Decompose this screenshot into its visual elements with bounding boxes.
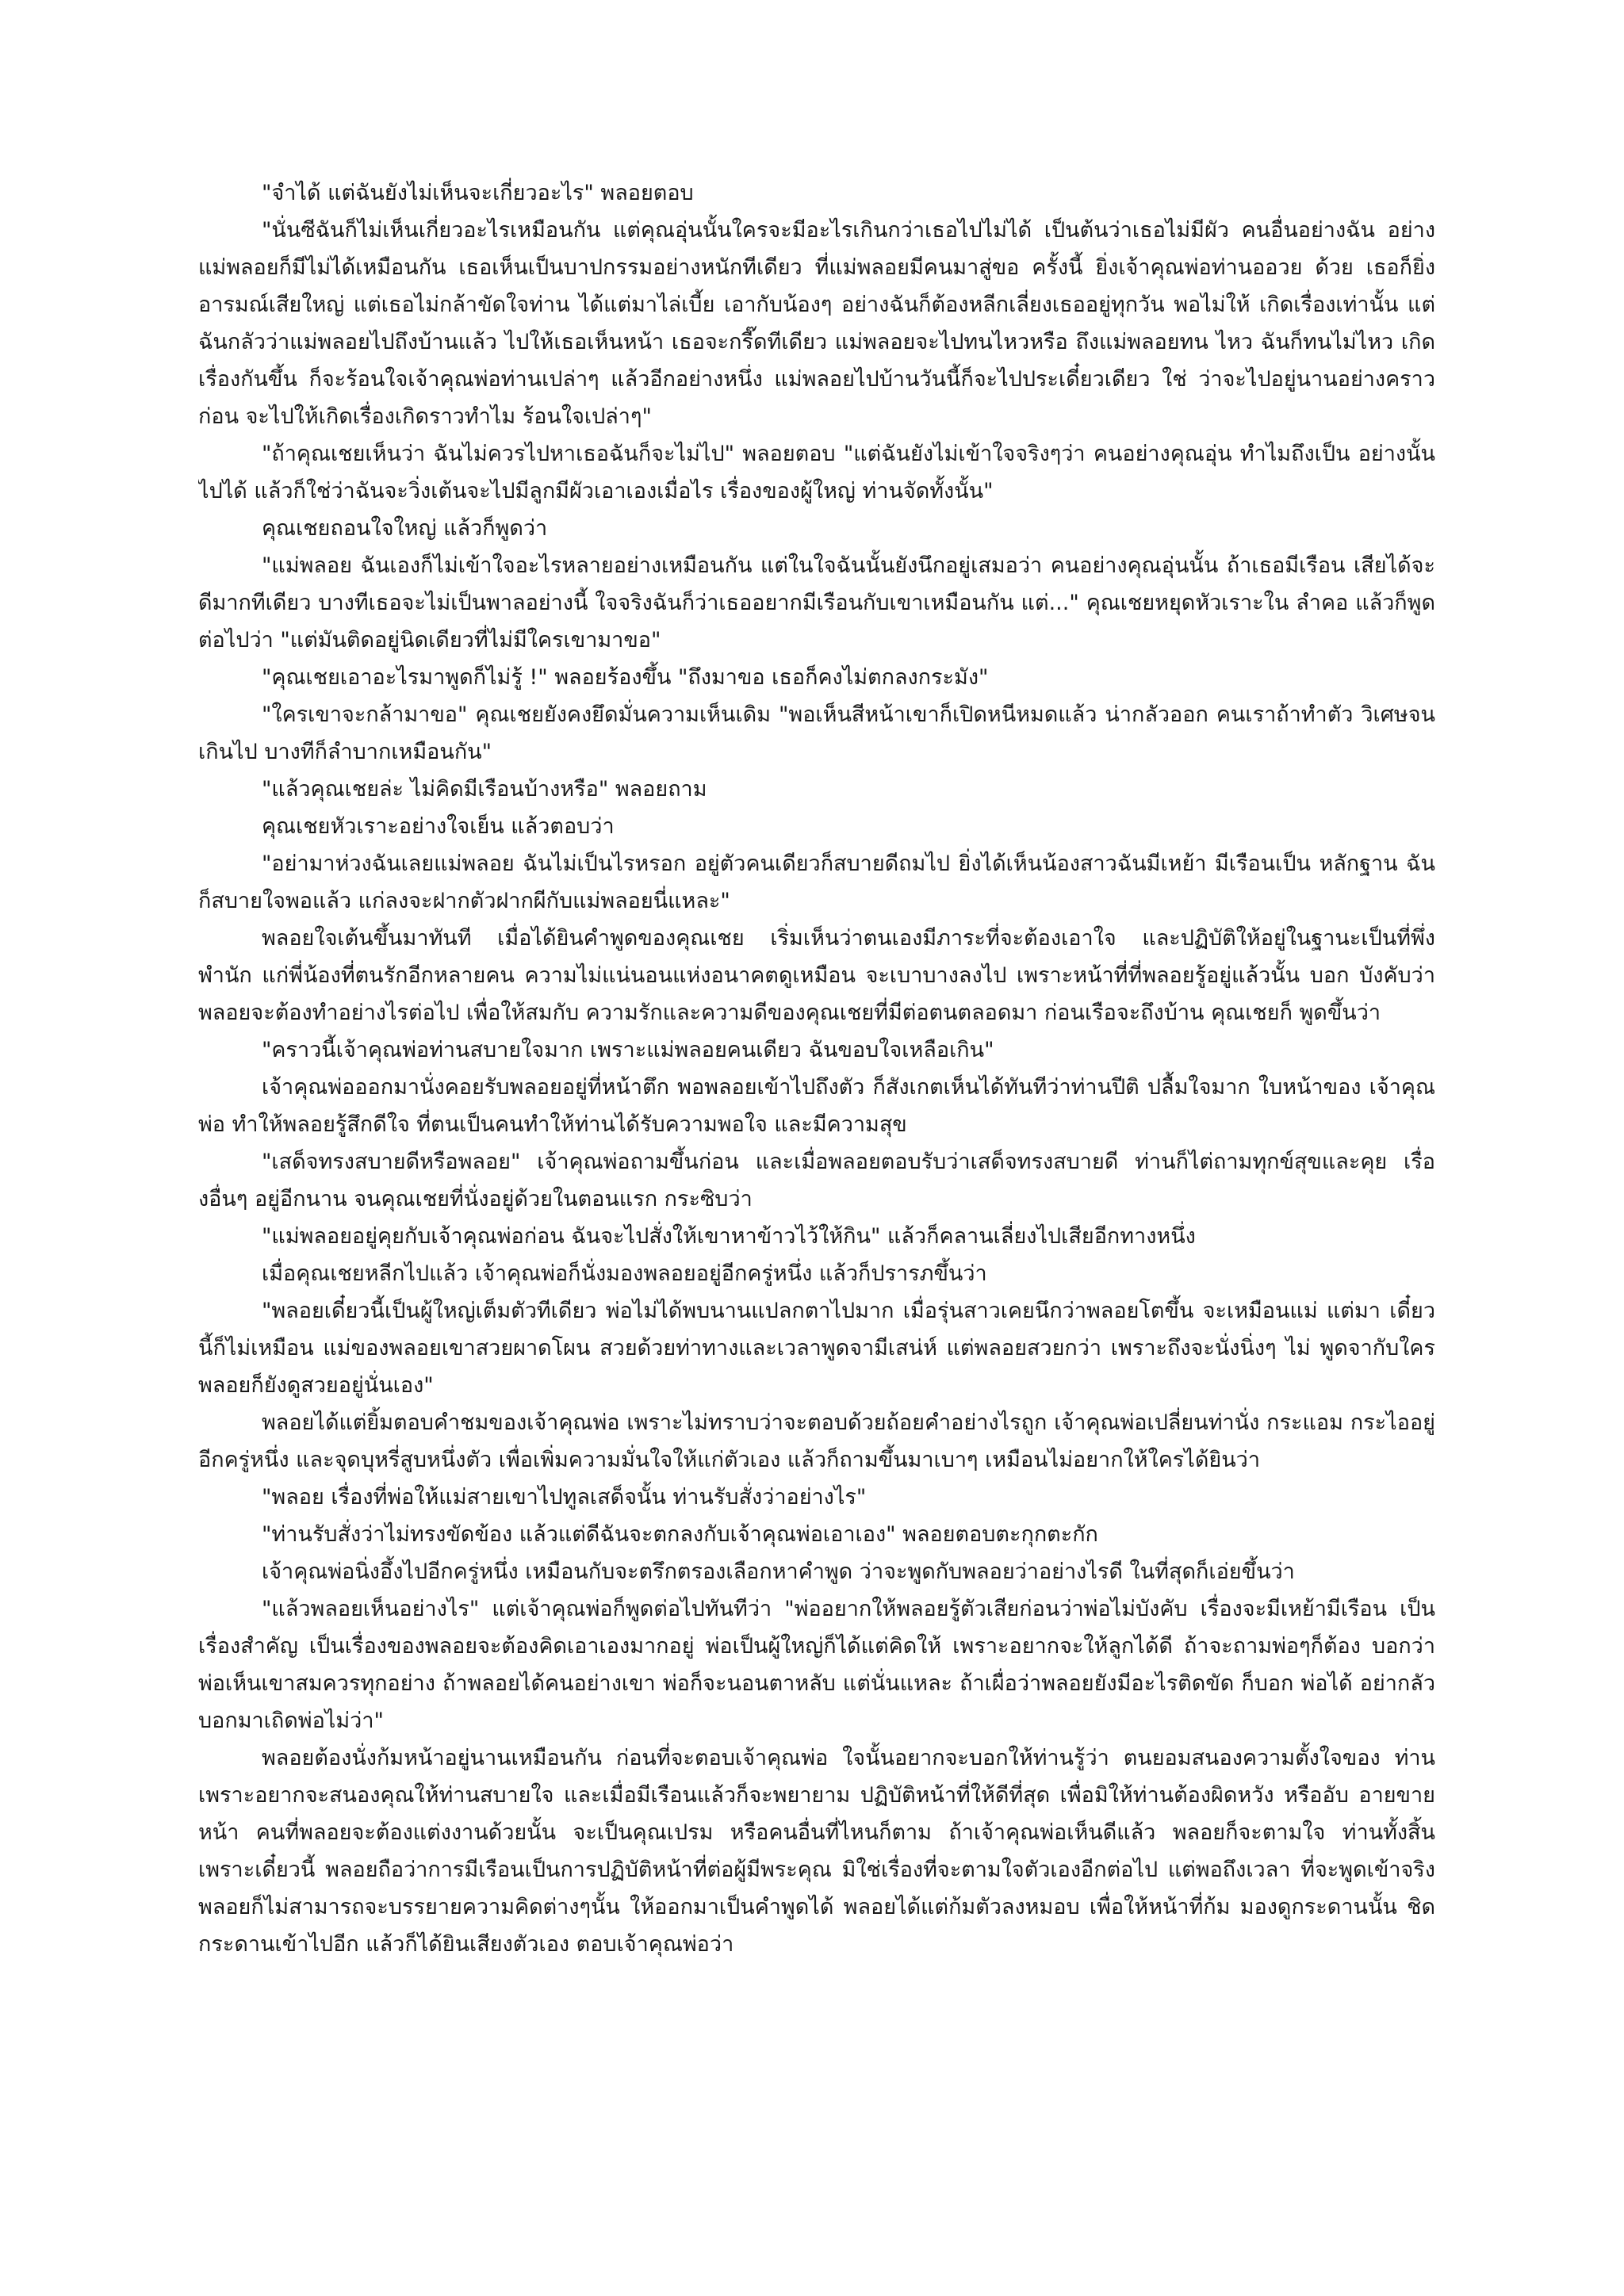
paragraph: "พลอย เรื่องที่พ่อให้แม่สายเขาไปทูลเสด็จนั้น ท่านรับสั่งว่าอย่างไร" [262, 1485, 867, 1510]
paragraph: "แม่พลอย ฉันเองก็ไม่เข้าใจอะไรหลายอย่างเหมือนกัน แต่ในใจฉันนั้นยังนึกอยู่เสมอว่า คนอย่างคุณอุ่นนั้น ถ้าเธอมีเรือน เสียได้จะดีมากทีเดียว บางทีเธอจะไม่เป็นพาลอย่างนี้ ใจจริงฉันก็ว่าเธออยากมีเรือนกับเขาเหมือนกัน แต่..." คุณเชยหยุดหัวเราะใน ลำคอ แล้วก็พูดต่อไปว่า "แต่มันติดอยู่นิดเดียวที่ไม่มีใครเขามาขอ" [198, 553, 1435, 652]
paragraph: คุณเชยถอนใจใหญ่ แล้วก็พูดว่า [262, 516, 548, 541]
paragraph: "ถ้าคุณเชยเห็นว่า ฉันไม่ควรไปหาเธอฉันก็จะไม่ไป" พลอยตอบ "แต่ฉันยังไม่เข้าใจจริงๆว่า คนอย่างคุณอุ่น ทำไมถึงเป็น อย่างนั้นไปได้ แล้วก็ใช่ว่าฉันจะวิ่งเต้นจะไปมีลูกมีผัวเอาเองเมื่อไร เรื่องของผู้ใหญ่ ท่านจัดทั้งนั้น" [198, 442, 1435, 503]
paragraph: "ท่านรับสั่งว่าไม่ทรงขัดข้อง แล้วแต่ดีฉันจะตกลงกับเจ้าคุณพ่อเอาเอง" พลอยตอบตะกุกตะกัก [262, 1522, 1098, 1547]
paragraph: พลอยได้แต่ยิ้มตอบคำชมของเจ้าคุณพ่อ เพราะไม่ทราบว่าจะตอบด้วยถ้อยคำอย่างไรถูก เจ้าคุณพ่อเปลี่ยนท่านั่ง กระแอม กระไออยู่อีกครู่หนึ่ง และจุดบุหรี่สูบหนึ่งตัว เพื่อเพิ่มความมั่นใจให้แก่ตัวเอง แล้วก็ถามขึ้นมาเบาๆ เหมือนไม่อยากให้ใครได้ยินว่า [198, 1410, 1435, 1472]
paragraph: พลอยใจเต้นขึ้นมาทันที เมื่อได้ยินคำพูดของคุณเชย เริ่มเห็นว่าตนเองมีภาระที่จะต้องเอาใจ และปฏิบัติให้อยู่ในฐานะเป็นที่พึ่ง พำนัก แก่พี่น้องที่ตนรักอีกหลายคน ความไม่แน่นอนแห่งอนาคตดูเหมือน จะเบาบางลงไป เพราะหน้าที่ที่พลอยรู้อยู่แล้วนั้น บอก บังคับว่าพลอยจะต้องทำอย่างไรต่อไป เพื่อให้สมกับ ความรักและความดีของคุณเชยที่มีต่อตนตลอดมา ก่อนเรือจะถึงบ้าน คุณเชยก็ พูดขึ้นว่า [198, 926, 1435, 1025]
paragraph: "เสด็จทรงสบายดีหรือพลอย" เจ้าคุณพ่อถามขึ้นก่อน และเมื่อพลอยตอบรับว่าเสด็จทรงสบายดี ท่านก็ไต่ถามทุกข์สุขและคุย เรื่องอื่นๆ อยู่อีกนาน จนคุณเชยที่นั่งอยู่ด้วยในตอนแรก กระซิบว่า [198, 1150, 1435, 1211]
paragraph: "คราวนี้เจ้าคุณพ่อท่านสบายใจมาก เพราะแม่พลอยคนเดียว ฉันขอบใจเหลือเกิน" [262, 1038, 994, 1062]
paragraph: คุณเชยหัวเราะอย่างใจเย็น แล้วตอบว่า [262, 814, 615, 839]
paragraph: "นั่นซีฉันก็ไม่เห็นเกี่ยวอะไรเหมือนกัน แต่คุณอุ่นนั้นใครจะมีอะไรเกินกว่าเธอไปไม่ได้ เป็นต้นว่าเธอไม่มีผัว คนอื่นอย่างฉัน อย่างแม่พลอยก็มีไม่ได้เหมือนกัน เธอเห็นเป็นบาปกรรมอย่างหนักทีเดียว ที่แม่พลอยมีคนมาสู่ขอ ครั้งนี้ ยิ่งเจ้าคุณพ่อท่านออวย ด้วย เธอก็ยิ่งอารมณ์เสียใหญ่ แต่เธอไม่กล้าขัดใจท่าน ได้แต่มาไล่เบี้ย เอากับน้องๆ อย่างฉันก็ต้องหลีกเลี่ยงเธออยู่ทุกวัน พอไม่ให้ เกิดเรื่องเท่านั้น แต่ฉันกลัวว่าแม่พลอยไปถึงบ้านแล้ว ไปให้เธอเห็นหน้า เธอจะกรี๊ดทีเดียว แม่พลอยจะไปทนไหวหรือ ถึงแม่พลอยทน ไหว ฉันก็ทนไม่ไหว เกิดเรื่องกันขึ้น ก็จะร้อนใจเจ้าคุณพ่อท่านเปล่าๆ แล้วอีกอย่างหนึ่ง แม่พลอยไปบ้านวันนี้ก็จะไปประเดี๋ยวเดียว ใช่ ว่าจะไปอยู่นานอย่างคราวก่อน จะไปให้เกิดเรื่องเกิดราวทำไม ร้อนใจเปล่าๆ" [198, 218, 1435, 429]
paragraph: "แม่พลอยอยู่คุยกับเจ้าคุณพ่อก่อน ฉันจะไปสั่งให้เขาหาข้าวไว้ให้กิน" แล้วก็คลานเลี่ยงไปเสียอีกทางหนึ่ง [262, 1224, 1196, 1249]
paragraph: "จำได้ แต่ฉันยังไม่เห็นจะเกี่ยวอะไร" พลอยตอบ [262, 181, 694, 205]
paragraph: "คุณเชยเอาอะไรมาพูดก็ไม่รู้ !" พลอยร้องขึ้น "ถึงมาขอ เธอก็คงไม่ตกลงกระมัง" [262, 665, 989, 690]
paragraph: "อย่ามาห่วงฉันเลยแม่พลอย ฉันไม่เป็นไรหรอก อยู่ตัวคนเดียวก็สบายดีถมไป ยิ่งได้เห็นน้องสาวฉันมีเหย้า มีเรือนเป็น หลักฐาน ฉันก็สบายใจพอแล้ว แก่ลงจะฝากตัวฝากผีกับแม่พลอยนี่แหละ" [198, 851, 1435, 913]
paragraph: พลอยต้องนั่งก้มหน้าอยู่นานเหมือนกัน ก่อนที่จะตอบเจ้าคุณพ่อ ใจนั้นอยากจะบอกให้ท่านรู้ว่า ตนยอมสนองความตั้งใจของ ท่าน เพราะอยากจะสนองคุณให้ท่านสบายใจ และเมื่อมีเรือนแล้วก็จะพยายาม ปฏิบัติหน้าที่ให้ดีที่สุด เพื่อมิให้ท่านต้องผิดหวัง หรืออับ อายขายหน้า คนที่พลอยจะต้องแต่งงานด้วยนั้น จะเป็นคุณเปรม หรือคนอื่นที่ไหนก็ตาม ถ้าเจ้าคุณพ่อเห็นดีแล้ว พลอยก็จะตามใจ ท่านทั้งสิ้น เพราะเดี๋ยวนี้ พลอยถือว่าการมีเรือนเป็นการปฏิบัติหน้าที่ต่อผู้มีพระคุณ มิใช่เรื่องที่จะตามใจตัวเองอีกต่อไป แต่พอถึงเวลา ที่จะพูดเข้าจริง พลอยก็ไม่สามารถจะบรรยายความคิดต่างๆนั้น ให้ออกมาเป็นคำพูดได้ พลอยได้แต่ก้มตัวลงหมอบ เพื่อให้หน้าที่ก้ม มองดูกระดานนั้น ชิดกระดานเข้าไปอีก แล้วก็ได้ยินเสียงตัวเอง ตอบเจ้าคุณพ่อว่า [198, 1746, 1435, 1957]
paragraph: เจ้าคุณพ่อนิ่งอึ้งไปอีกครู่หนึ่ง เหมือนกับจะตรึกตรองเลือกหาคำพูด ว่าจะพูดกับพลอยว่าอย่างไรดี ในที่สุดก็เอ่ยขึ้นว่า [262, 1559, 1295, 1584]
paragraph: "ใครเขาจะกล้ามาขอ" คุณเชยยังคงยึดมั่นความเห็นเดิม "พอเห็นสีหน้าเขาก็เปิดหนีหมดแล้ว น่ากลัวออก คนเราถ้าทำตัว วิเศษจนเกินไป บางทีก็ลำบากเหมือนกัน" [198, 702, 1435, 764]
paragraph: เจ้าคุณพ่อออกมานั่งคอยรับพลอยอยู่ที่หน้าตึก พอพลอยเข้าไปถึงตัว ก็สังเกตเห็นได้ทันทีว่าท่านปีติ ปลื้มใจมาก ใบหน้าของ เจ้าคุณพ่อ ทำให้พลอยรู้สึกดีใจ ที่ตนเป็นคนทำให้ท่านได้รับความพอใจ และมีความสุข [198, 1075, 1435, 1137]
paragraph: เมื่อคุณเชยหลีกไปแล้ว เจ้าคุณพ่อก็นั่งมองพลอยอยู่อีกครู่หนึ่ง แล้วก็ปรารภขึ้นว่า [262, 1261, 987, 1286]
document-page [198, 174, 1435, 2204]
paragraph: "แล้วพลอยเห็นอย่างไร" แต่เจ้าคุณพ่อก็พูดต่อไปทันทีว่า "พ่ออยากให้พลอยรู้ตัวเสียก่อนว่าพ่อไม่บังคับ เรื่องจะมีเหย้ามีเรือน เป็นเรื่องสำคัญ เป็นเรื่องของพลอยจะต้องคิดเอาเองมากอยู่ พ่อเป็นผู้ใหญ่ก็ได้แต่คิดให้ เพราะอยากจะให้ลูกได้ดี ถ้าจะถามพ่อๆก็ต้อง บอกว่า พ่อเห็นเขาสมควรทุกอย่าง ถ้าพลอยได้คนอย่างเขา พ่อก็จะนอนตาหลับ แต่นั่นแหละ ถ้าเผื่อว่าพลอยยังมีอะไรติดขัด ก็บอก พ่อได้ อย่ากลัว บอกมาเถิดพ่อไม่ว่า" [198, 1597, 1435, 1733]
paragraph: "พลอยเดี๋ยวนี้เป็นผู้ใหญ่เต็มตัวทีเดียว พ่อไม่ได้พบนานแปลกตาไปมาก เมื่อรุ่นสาวเคยนึกว่าพลอยโตขึ้น จะเหมือนแม่ แต่มา เดี๋ยวนี้ก็ไม่เหมือน แม่ของพลอยเขาสวยผาดโผน สวยด้วยท่าทางและเวลาพูดจามีเสน่ห์ แต่พลอยสวยกว่า เพราะถึงจะนั่งนิ่งๆ ไม่ พูดจากับใคร พลอยก็ยังดูสวยอยู่นั่นเอง" [198, 1299, 1435, 1398]
paragraph: "แล้วคุณเชยล่ะ ไม่คิดมีเรือนบ้างหรือ" พลอยถาม [262, 777, 707, 802]
